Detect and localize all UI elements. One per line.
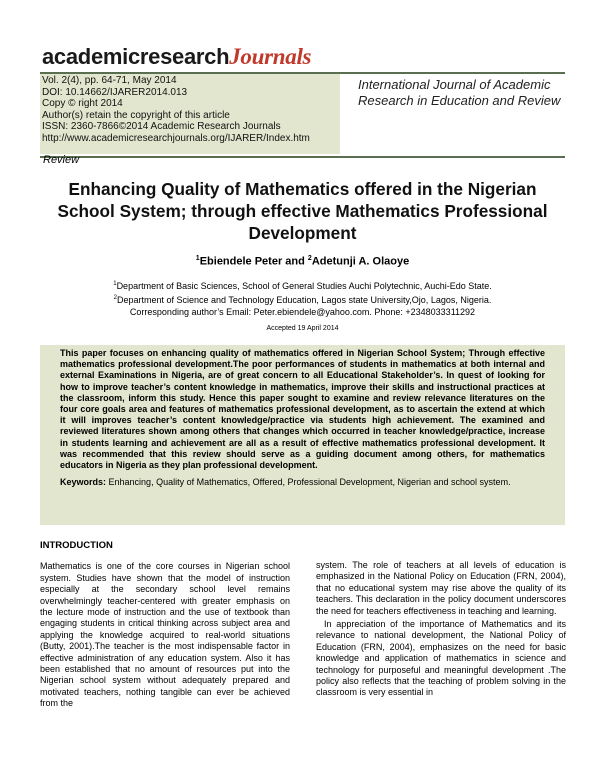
corresponding-author: Corresponding author’s Email: Peter.ebiendele@yahoo.com. Phone: +2348033311292 — [129, 307, 476, 317]
keywords — [60, 477, 545, 488]
logo-text-journals: Journals — [229, 44, 312, 69]
publication-info-box — [40, 74, 340, 154]
journal-name: International Journal of Academic Research in Education and Review — [358, 77, 561, 108]
pub-url[interactable]: http://www.academicresearchjournals.org/IJARER/Index.htm — [42, 132, 310, 144]
abstract-box — [40, 345, 565, 525]
section-heading-introduction: INTRODUCTION — [40, 540, 113, 551]
pub-issn: ISSN: 2360-7866©2014 Academic Research Journals — [42, 121, 281, 133]
intro-paragraph-2: system. The role of teachers at all levels of education is emphasized in the National Policy on Education (FRN, 2004), that no educational system may rise above the quality of its teachers. This declaration in the policy document underscores the need for teachers effectiveness in teaching and learning. — [316, 560, 566, 616]
affiliation-1 — [40, 278, 565, 292]
accepted-date: Accepted 19 April 2014 — [266, 325, 339, 332]
affiliation-1-text: Department of Basic Sciences, School of General Studies Auchi Polytechnic, Auchi-Edo State. — [116, 281, 492, 291]
affiliations — [40, 278, 565, 318]
author1-name: Ebiendele Peter and — [199, 255, 308, 268]
paper-title: Enhancing Quality of Mathematics offered in the Nigerian School System; through effective Mathematics Professional Development — [57, 179, 548, 243]
author2-affil-num: 2 — [307, 255, 312, 262]
body-column-left — [40, 540, 290, 710]
publisher-logo — [42, 44, 311, 70]
affiliation-2-text: Department of Science and Technology Education, Lagos state University,Ojo, Lagos, Nigeria. — [116, 295, 492, 305]
pub-doi: DOI: 10.14662/IJARER2014.013 — [42, 86, 188, 98]
author2-name: Adetunji A. Olaoye — [311, 255, 410, 268]
affiliation-2-num: 2 — [113, 295, 117, 301]
pub-volume: Vol. 2(4), pp. 64-71, May 2014 — [42, 75, 177, 86]
article-type: Review — [43, 154, 80, 166]
pub-author-rights: Author(s) retain the copyright of this article — [42, 109, 230, 121]
abstract-text: This paper focuses on enhancing quality of mathematics offered in Nigerian School System; Through effective mathematics professional development.The poor performances of students in mathematics at both internal and external Examinations in Nigeria, are of great concern to all Educational Stakeholder’s. In quest of looking for how to improve teacher’s content knowledge in mathematics, improve their skills and instructional practices at the classroom, inform this study. Hence this paper sought to examine and review relevance literatures on the four core goals area and features of mathematics professional development, as to ascertain the extend at which it will improves teacher’s content knowledge/practice via students high achievement. The examined and reviewed literatures shown among others that changes which occurred in teacher knowledge/practice, increase in students learning and achievement are all as a result of effective mathematics professional development. It was recommended that this review should serve as a guiding document among others, for mathematics educators in Nigeria as they plan professional development. — [60, 348, 545, 471]
body-column-right — [316, 560, 566, 699]
pub-copyright: Copy © right 2014 — [42, 98, 123, 110]
affiliation-2 — [40, 292, 565, 306]
keywords-label: Keywords: — [60, 477, 107, 488]
intro-paragraph-1: Mathematics is one of the core courses in Nigerian school system. Studies have shown that the model of instruction especially at the secondary school level remains overwhelmingly teacher-centered with greater emphasis on the lecture mode of instruction and the use of textbook than engaging students in critical thinking across subject area and applying the knowledge acquired to real-world situations (Butty, 2001).The teacher is the most indispensable factor in effective administration of any education system. Also it has been established that no amount of resources put into the Nigerian school system without adequately prepared and motivated teachers, nothing tangible can ever be achieved from the — [40, 561, 290, 709]
header-rule-bottom — [40, 156, 565, 158]
logo-text-primary: academicresearch — [42, 44, 230, 69]
author-list — [40, 255, 565, 268]
intro-paragraph-3: In appreciation of the importance of Mathematics and its relevance to national development, the National Policy of Education (FRN, 2004), emphasizes on the need for basic knowledge and application of mathematics in science and technology for purposeful and meaningful development .The policy also reflects that the teaching of problem solving in the classroom is very essential in — [316, 619, 566, 698]
affiliation-1-num: 1 — [113, 281, 117, 287]
keywords-text: Enhancing, Quality of Mathematics, Offered, Professional Development, Nigerian and school system. — [108, 477, 511, 488]
author1-affil-num: 1 — [195, 255, 200, 262]
